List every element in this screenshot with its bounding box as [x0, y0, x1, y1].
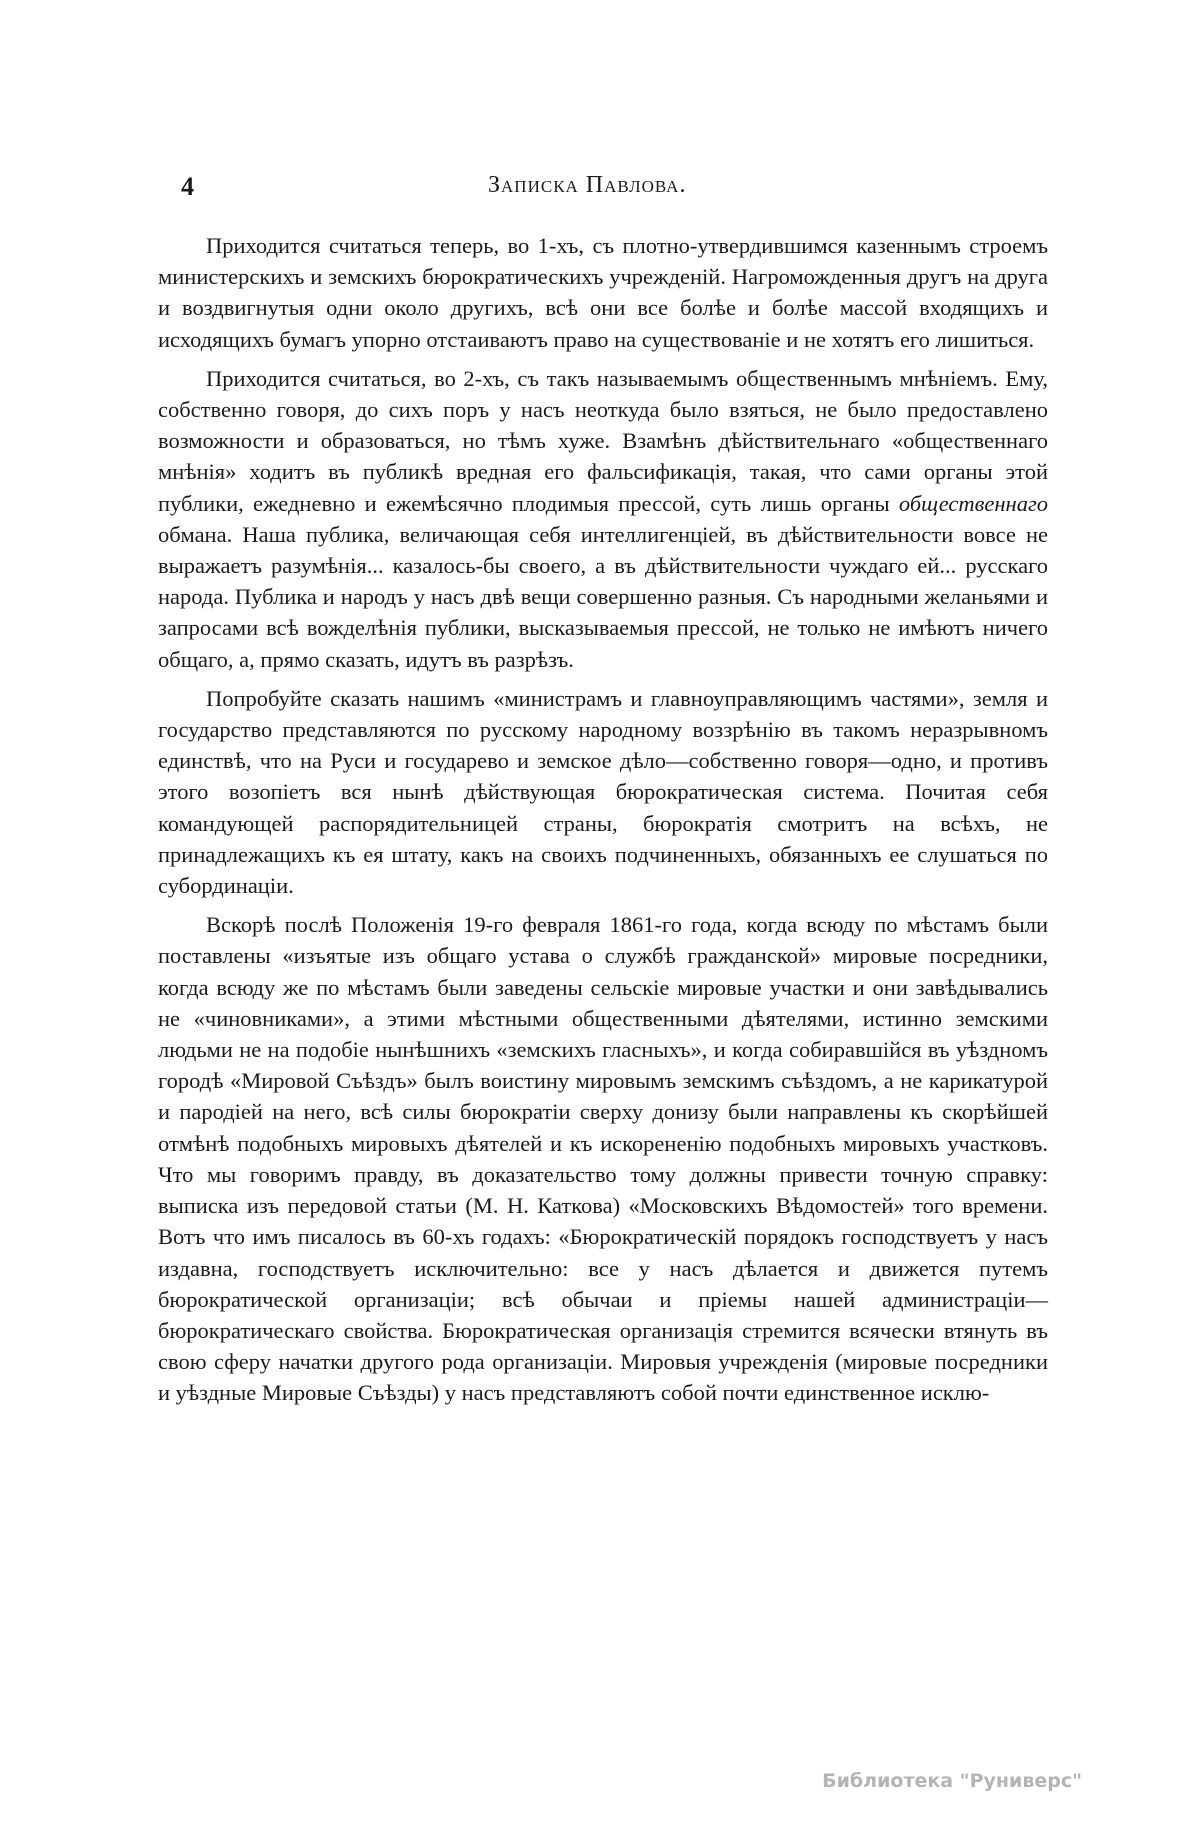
page-number: 4	[181, 172, 194, 201]
paragraph-2-emphasis: общественнаго	[898, 490, 1048, 516]
paragraph-2-part-1: Приходится считаться, во 2-хъ, съ такъ называемымъ общественнымъ мнѣніемъ. Ему, собственно говоря, до сихъ поръ у насъ неоткуда было взяться, не было предоставлено возможности и образоваться, но тѣмъ хуже. Взамѣнъ дѣйствительнаго «общественнаго мнѣнія» ходитъ въ публикѣ вредная его фальсификація, такая, что сами органы этой публики, ежедневно и ежемѣсячно плодимыя прессой, суть лишь органы	[158, 365, 1048, 516]
paragraph-2-part-2: обмана. Наша публика, величающая себя интеллигенціей, въ дѣйствительности вовсе не выражаетъ разумѣнія... казалось-бы своего, а въ дѣйствительности чуждаго ей... русскаго народа. Публика и народъ у насъ двѣ вещи совершенно разныя. Съ народными желаньями и запросами всѣ вожделѣнія публики, высказываемыя прессой, не только не имѣютъ ничего общаго, а, прямо сказать, идутъ въ разрѣзъ.	[158, 521, 1048, 672]
paragraph-4: Вскорѣ послѣ Положенія 19-го февраля 1861-го года, когда всюду по мѣстамъ были поставлены «изъятые изъ общаго устава о службѣ гражданской» мировые посредники, когда всюду же по мѣстамъ были заведены сельскіе мировые участки и они завѣдывались не «чиновниками», а этими мѣстными общественными дѣятелями, истинно земскими людьми не на подобіе нынѣшнихъ «земскихъ гласныхъ», и когда собиравшійся въ уѣздномъ городѣ «Мировой Съѣздъ» былъ воистину мировымъ земскимъ съѣздомъ, а не карикатурой и пародіей на него, всѣ силы бюрократіи сверху донизу были направлены къ скорѣйшей отмѣнѣ подобныхъ мировыхъ дѣятелей и къ искорененію подобныхъ мировыхъ участковъ. Что мы говоримъ правду, въ доказательство тому должны привести точную справку: выписка изъ передовой статьи (М. Н. Каткова) «Московскихъ Вѣдомостей» того времени. Вотъ что имъ писалось въ 60-хъ годахъ: «Бюрократическій порядокъ господствуетъ у насъ издавна, господствуетъ исключительно: все у насъ дѣлается и движется путемъ бюрократической организаціи; всѣ обычаи и пріемы нашей администраціи—бюрократическаго свойства. Бюрократическая организація стремится всячески втянуть въ свою сферу начатки другого рода организаціи. Мировыя учрежденія (мировые посредники и уѣздные Мировые Съѣзды) у насъ представляютъ собой почти единственное исклю-	[158, 912, 1048, 1406]
paragraph-2	[158, 363, 1048, 675]
running-title: Записка Павлова.	[488, 172, 687, 198]
library-watermark: Библиотека "Руниверс"	[822, 1770, 1082, 1792]
paragraph-3: Попробуйте сказать нашимъ «министрамъ и главноуправляющимъ частями», земля и государство представляются по русскому народному воззрѣнію въ такомъ неразрывномъ единствѣ, что на Руси и государево и земское дѣло—собственно говоря—одно, и противъ этого возопіетъ вся нынѣ дѣйствующая бюрократическая система. Почитая себя командующей распорядительницей страны, бюрократія смотритъ на всѣхъ, не принадлежащихъ къ ея штату, какъ на своихъ подчиненныхъ, обязанныхъ ее слушаться по субординаціи.	[158, 685, 1048, 899]
paragraph-1: Приходится считаться теперь, во 1-хъ, съ плотно-утвердившимся казеннымъ строемъ министерскихъ и земскихъ бюрократическихъ учрежденій. Нагроможденныя другъ на друга и воздвигнутыя одни около другихъ, всѣ они все болѣе и болѣе массой входящихъ и исходящихъ бумагъ упорно отстаиваютъ право на существованіе и не хотятъ его лишиться.	[158, 233, 1048, 352]
body-text	[158, 230, 1048, 1417]
